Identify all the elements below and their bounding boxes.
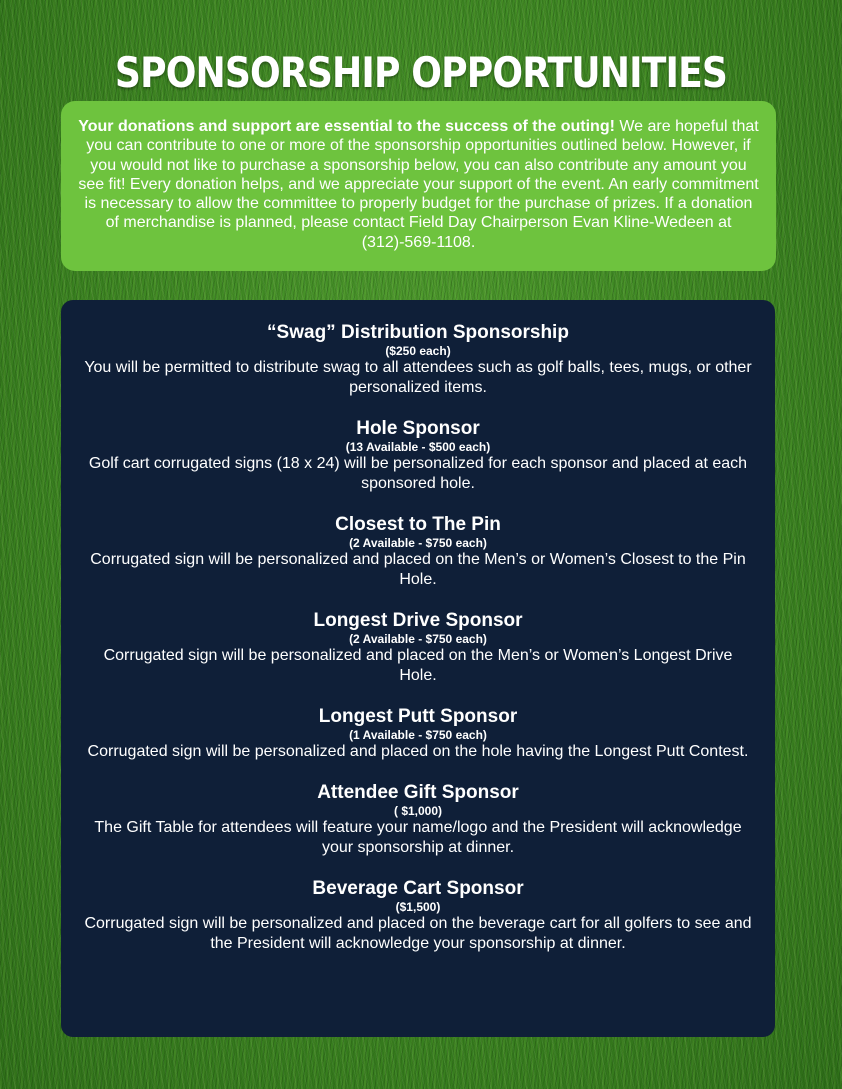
sponsorship-description: Corrugated sign will be personalized and placed on the beverage cart for all golfers to see and the President will acknowledge your sponsorship at dinner. xyxy=(84,915,752,952)
sponsorship-description: Corrugated sign will be personalized and placed on the hole having the Longest Putt Contest. xyxy=(87,743,749,760)
sponsorship-longest-drive xyxy=(83,610,753,686)
sponsorship-beverage-cart xyxy=(83,878,753,954)
sponsorship-description: You will be permitted to distribute swag to all attendees such as golf balls, tees, mugs, or other personalized items. xyxy=(84,359,752,396)
sponsorship-description: The Gift Table for attendees will feature your name/logo and the President will acknowledge your sponsorship at dinner. xyxy=(94,819,742,856)
sponsorship-attendee-gift xyxy=(83,782,753,858)
sponsorship-title: “Swag” Distribution Sponsorship xyxy=(267,322,569,343)
sponsorship-title: Hole Sponsor xyxy=(356,418,480,439)
sponsorship-price: (13 Available - $500 each) xyxy=(345,440,491,454)
intro-lead: Your donations and support are essential to the success of the outing! xyxy=(78,118,615,135)
sponsorship-closest-pin xyxy=(83,514,753,590)
sponsorship-description: Corrugated sign will be personalized and placed on the Men’s or Women’s Longest Drive Hole. xyxy=(103,647,733,684)
sponsorship-price: ($250 each) xyxy=(385,344,451,358)
intro-box xyxy=(61,101,776,271)
page-title: SPONSORSHIP OPPORTUNITIES xyxy=(114,48,728,97)
sponsorship-price: ( $1,000) xyxy=(393,804,443,818)
sponsorship-description: Corrugated sign will be personalized and placed on the Men’s or Women’s Closest to the Pin Hole. xyxy=(90,551,746,588)
sponsorship-title: Longest Drive Sponsor xyxy=(313,610,523,631)
sponsorship-description: Golf cart corrugated signs (18 x 24) will be personalized for each sponsor and placed at each sponsored hole. xyxy=(88,455,748,492)
sponsorship-title: Attendee Gift Sponsor xyxy=(317,782,519,803)
sponsorship-list xyxy=(61,300,775,1037)
sponsorship-longest-putt xyxy=(83,706,753,762)
sponsorship-title: Longest Putt Sponsor xyxy=(318,706,518,727)
sponsorship-price: (1 Available - $750 each) xyxy=(349,728,487,742)
sponsorship-title: Beverage Cart Sponsor xyxy=(312,878,524,899)
intro-body: We are hopeful that you can contribute to one or more of the sponsorship opportunities outlined below. However, if you would not like to purchase a sponsorship below, you can also contribute any amount you see fit! Every donation helps, and we appreciate your support of the event. An early commitment is necessary to allow the committee to properly budget for the purchase of prizes. If a donation of merchandise is planned, please contact Field Day Chairperson Evan Kline-Wedeen at (312)-569-1108. xyxy=(78,118,759,251)
sponsorship-title: Closest to The Pin xyxy=(335,514,501,535)
sponsorship-hole xyxy=(83,418,753,494)
sponsorship-price: (2 Available - $750 each) xyxy=(349,536,487,550)
sponsorship-price: (2 Available - $750 each) xyxy=(349,632,487,646)
sponsorship-swag xyxy=(83,322,753,398)
sponsorship-price: ($1,500) xyxy=(395,900,441,914)
